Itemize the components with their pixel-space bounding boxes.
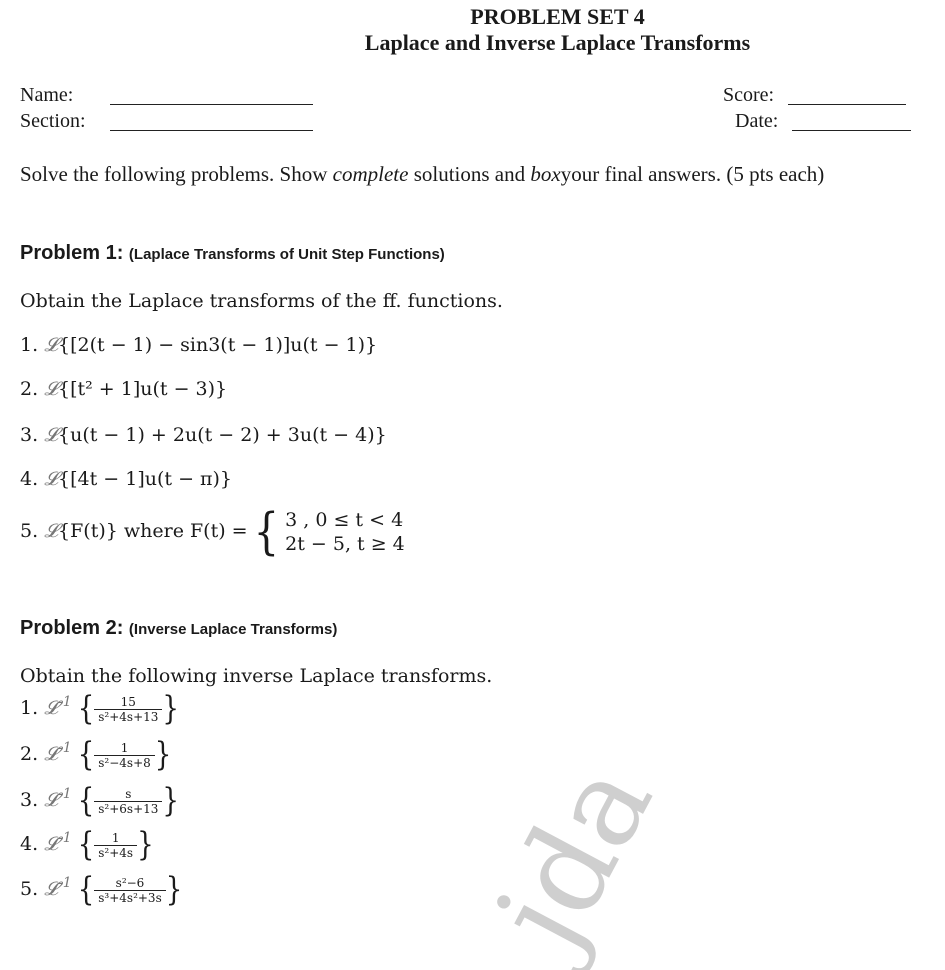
section-label: Section: (20, 110, 86, 132)
instructions-em-box: box (530, 162, 561, 186)
p1-item-3-num: 3. (20, 424, 39, 446)
problem1-intro: Obtain the Laplace transforms of the ff. functions. (20, 290, 503, 312)
section-line (110, 130, 313, 131)
p2-item-2 (20, 736, 172, 774)
p1-item-3-expr: {u(t − 1) + 2u(t − 2) + 3u(t − 4)} (58, 424, 387, 446)
left-brace: { (77, 736, 95, 774)
score-line (788, 104, 906, 105)
numerator: 1 (111, 830, 120, 845)
left-brace: { (77, 826, 95, 864)
instructions-post: your final answers. (5 pts each) (560, 162, 825, 186)
piecewise-cases (285, 508, 405, 556)
p2-item-4-num: 4. (20, 833, 39, 855)
case-1: 3 , 0 ≤ t < 4 (285, 509, 404, 531)
p1-item-2 (20, 378, 227, 400)
right-brace: } (165, 871, 183, 909)
numerator: 1 (120, 740, 129, 755)
denominator: s²+4s+13 (94, 709, 162, 724)
p2-item-1-num: 1. (20, 697, 39, 719)
laplace-symbol: 𝓛 (44, 378, 59, 400)
p1-item-2-expr: {[t² + 1]u(t − 3)} (58, 378, 228, 400)
problem2-title: Problem 2: (20, 617, 124, 639)
inverse-superscript: -1 (58, 786, 72, 802)
instructions-mid: solutions and (408, 162, 531, 186)
inverse-superscript: -1 (58, 875, 72, 891)
inverse-superscript: -1 (58, 694, 72, 710)
p2-item-4 (20, 826, 154, 864)
name-line (110, 104, 313, 105)
p2-item-2-num: 2. (20, 743, 39, 765)
inverse-superscript: -1 (58, 740, 72, 756)
p2-item-5 (20, 871, 183, 909)
right-brace: } (162, 782, 179, 820)
left-brace: { (77, 871, 95, 909)
laplace-symbol: 𝓛 (44, 743, 59, 765)
date-line (792, 130, 911, 131)
p1-item-3 (20, 424, 387, 446)
name-label: Name: (20, 84, 74, 106)
p1-item-5 (20, 503, 405, 561)
score-label: Score: (723, 84, 775, 106)
laplace-symbol: 𝓛 (44, 520, 59, 542)
denominator: s²−4s+8 (94, 755, 155, 770)
right-brace: } (137, 826, 154, 864)
p1-item-2-num: 2. (20, 378, 39, 400)
problem1-heading (20, 242, 445, 265)
p1-item-4-num: 4. (20, 468, 39, 490)
denominator: s³+4s²+3s (94, 890, 165, 905)
right-brace: } (162, 690, 179, 728)
p2-item-5-num: 5. (20, 878, 39, 900)
left-brace: { (77, 782, 95, 820)
left-brace: { (77, 690, 95, 728)
case-2: 2t − 5, t ≥ 4 (285, 533, 405, 555)
case-brace: { (253, 503, 280, 561)
laplace-symbol: 𝓛 (44, 789, 59, 811)
p2-item-5-fraction (94, 876, 165, 905)
p2-item-2-fraction (94, 741, 155, 770)
date-label: Date: (735, 110, 779, 132)
laplace-symbol: 𝓛 (44, 878, 59, 900)
watermark: jda (470, 741, 680, 970)
p1-item-1-expr: {[2(t − 1) − sin3(t − 1)]u(t − 1)} (58, 334, 378, 356)
page-subtitle: Laplace and Inverse Laplace Transforms (364, 30, 751, 55)
numerator: 15 (120, 694, 136, 709)
numerator: s (125, 786, 132, 801)
inverse-superscript: -1 (58, 830, 72, 846)
p1-item-4 (20, 468, 232, 490)
p1-item-1 (20, 334, 377, 356)
laplace-symbol: 𝓛 (44, 833, 59, 855)
problem1-title: Problem 1: (20, 242, 124, 264)
instructions (20, 162, 824, 187)
right-brace: } (154, 736, 172, 774)
p1-item-5-num: 5. (20, 520, 39, 542)
p2-item-3-fraction (94, 787, 162, 816)
p2-item-3-num: 3. (20, 789, 39, 811)
p2-item-3 (20, 782, 179, 820)
laplace-symbol: 𝓛 (44, 468, 59, 490)
p1-item-5-expr: {F(t)} where F(t) = (58, 520, 248, 542)
laplace-symbol: 𝓛 (44, 334, 59, 356)
p1-item-4-expr: {[4t − 1]u(t − π)} (58, 468, 233, 490)
numerator: s²−6 (115, 875, 145, 890)
instructions-em-complete: complete (332, 162, 409, 186)
problem2-heading (20, 617, 337, 640)
laplace-symbol: 𝓛 (44, 424, 59, 446)
instructions-pre: Solve the following problems. Show (20, 162, 333, 186)
denominator: s²+6s+13 (94, 801, 162, 816)
problem2-subtitle: (Inverse Laplace Transforms) (128, 621, 338, 638)
denominator: s²+4s (94, 845, 137, 860)
p2-item-1 (20, 690, 179, 728)
p2-item-1-fraction (94, 695, 162, 724)
p1-item-1-num: 1. (20, 334, 39, 356)
problem2-intro: Obtain the following inverse Laplace transforms. (20, 665, 493, 687)
page-title: PROBLEM SET 4 (470, 4, 645, 29)
laplace-symbol: 𝓛 (44, 697, 59, 719)
problem1-subtitle: (Laplace Transforms of Unit Step Functions) (128, 246, 445, 263)
p2-item-4-fraction (94, 831, 137, 860)
